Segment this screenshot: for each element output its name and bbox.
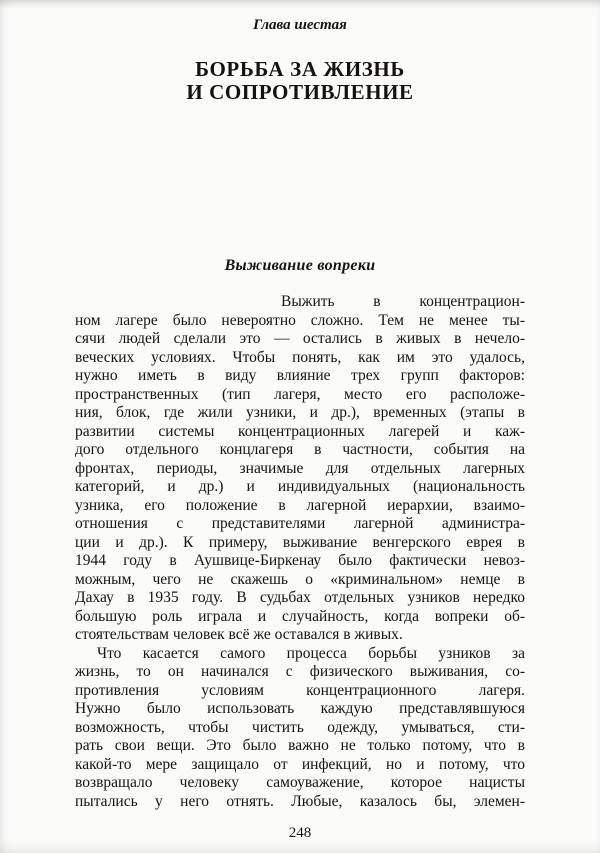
- text-line: Нужно было использовать каждую представлявшуюся: [75, 700, 525, 717]
- text-line: Что касается самого процесса борьбы узников за: [97, 644, 525, 662]
- text-line: веческих условиях. Чтобы понять, как им это удалось,: [75, 348, 525, 366]
- text-line: рать свои вещи. Это было важно не только потому, что в: [75, 737, 525, 754]
- text-line: какой-то мере защищало от инфекций, но и потому, что: [75, 755, 525, 773]
- paragraph: [75, 293, 525, 645]
- text-line: противления условиям концентрационного лагеря.: [75, 681, 525, 699]
- chapter-title-line2: И СОПРОТИВЛЕНИЕ: [186, 80, 414, 104]
- text-line: Дахау в 1935 году. В судьбах отдельных узников нередко: [75, 589, 525, 606]
- paragraph: [75, 645, 525, 812]
- section-heading: Выживание вопреки: [224, 257, 376, 274]
- text-line: Выжить в концентрацион-: [281, 293, 525, 310]
- text-line: можным, чего не скажешь о «криминальном» немце в: [75, 570, 525, 588]
- text-line: ции и др.). К примеру, выживание венгерского еврея в: [75, 533, 525, 551]
- chapter-title: [75, 58, 525, 104]
- text-line: сячи людей сделали это — остались в живых в нечело-: [75, 330, 525, 347]
- text-line: нужно иметь в виду влияние трех групп факторов:: [75, 367, 525, 384]
- text-line: узника, его положение в лагерной иерархии, взаимо-: [75, 496, 525, 514]
- chapter-title-line1: БОРЬБА ЗА ЖИЗНЬ: [195, 57, 405, 81]
- running-head: Глава шестая: [253, 17, 347, 33]
- text-line: ном лагере было невероятно сложно. Тем не менее ты-: [75, 311, 525, 329]
- text-line: категорий, и др.) и индивидуальных (национальность: [75, 478, 525, 495]
- text-line: дого отдельного концлагеря в частности, события на: [75, 441, 525, 458]
- text-line: пытались у него отнять. Любые, казалось бы, элемен-: [75, 792, 525, 810]
- text-line: фронтах, периоды, значимые для отдельных лагерных: [75, 459, 525, 477]
- text-line: возможность, чтобы чистить одежду, умываться, сти-: [75, 718, 525, 736]
- text-line: пространственных (тип лагеря, место его расположе-: [75, 385, 525, 403]
- text-line: жизнь, то он начинался с физического выживания, со-: [75, 663, 525, 680]
- text-line: развитии системы концентрационных лагерей и каж-: [75, 422, 525, 440]
- text-line: ния, блок, где жили узники, и др.), временных (этапы в: [75, 404, 525, 421]
- text-line: возвращало человеку самоуважение, которое нацисты: [75, 774, 525, 791]
- text-line: стоятельствам человек всё же оставался в живых.: [75, 626, 403, 643]
- text-line: отношения с представителями лагерной администра-: [75, 515, 525, 532]
- body-text: [75, 293, 525, 811]
- text-line: 1944 году в Аушвице-Биркенау было фактически невоз-: [75, 552, 525, 569]
- text-line: большую роль играла и случайность, когда вопреки об-: [75, 607, 525, 625]
- page-number: 248: [288, 825, 312, 841]
